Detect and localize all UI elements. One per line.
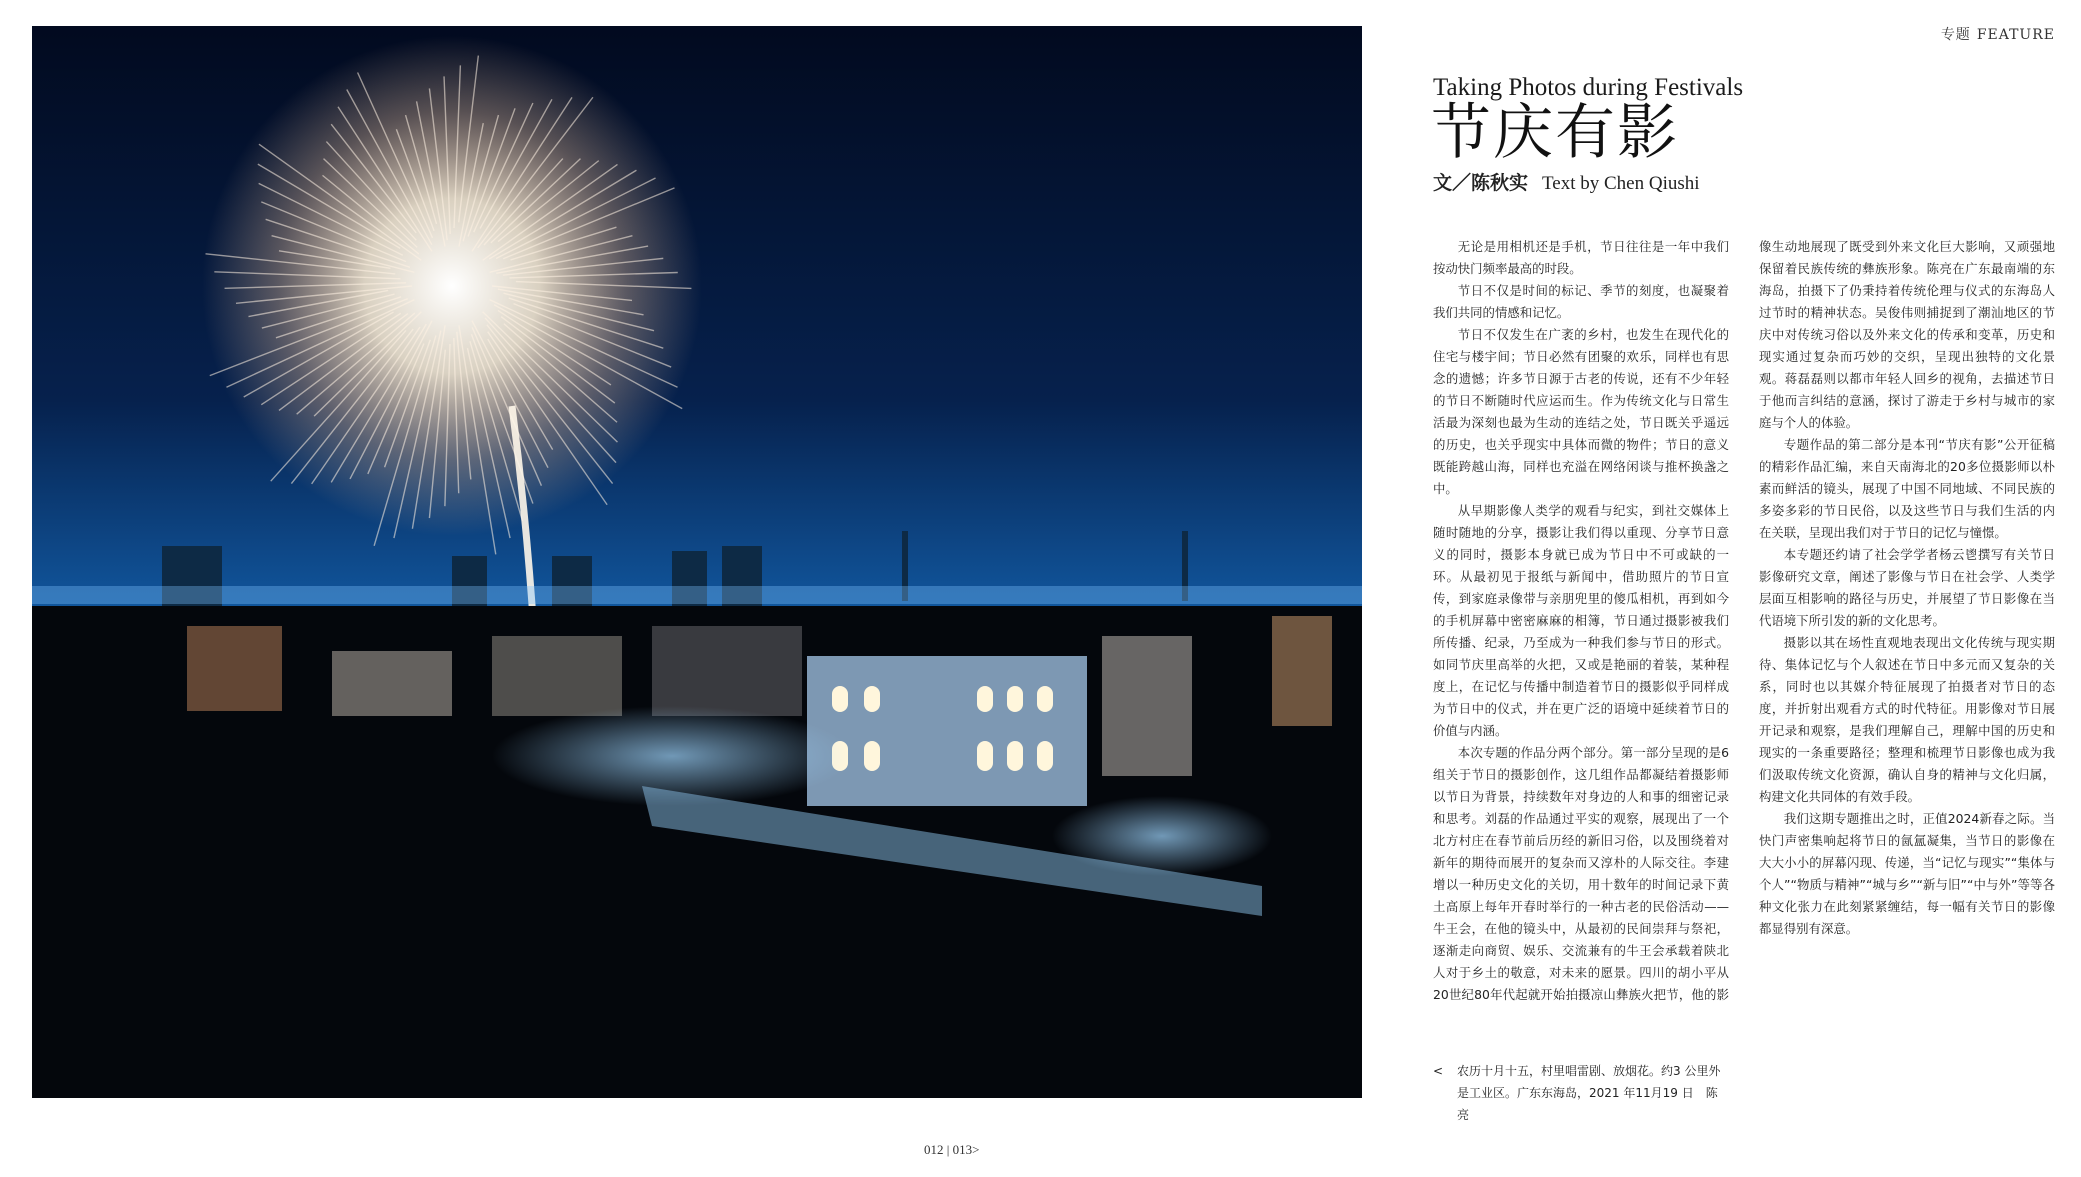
caption-text: 农历十月十五，村里唱雷剧、放烟花。约3 公里外是工业区。广东东海岛，2021 年11月19 日 陈亮 — [1457, 1064, 1721, 1122]
caption-arrow-icon: < — [1433, 1064, 1444, 1078]
author-zh: 文／陈秋实 — [1433, 172, 1529, 194]
page-numbers: 012 | 013> — [924, 1142, 980, 1157]
paragraph: 从早期影像人类学的观看与纪实，到社交媒体上随时随地的分享，摄影让我们得以重现、分享节日意义的同时，摄影本身就已成为节日中不可或缺的一环。从最初见于报纸与新闻中，借助照片的节日宣传，到家庭录像带与亲朋兜里的傻瓜相机，再到如今的手机屏幕中密密麻麻的相簿，节日通过摄影被我们所传播、纪录，乃至成为一种我们参与节日的形式。如同节庆里高举的火把，又或是艳丽的着装，某种程度上，在记忆与传播中制造着节日的摄影似乎同样成为节日中的仪式，并在更广泛的语境中延续着节日的价值与内涵。 — [1433, 503, 1729, 738]
paragraph: 节日不仅是时间的标记、季节的刻度，也凝聚着我们共同的情感和记忆。 — [1433, 283, 1729, 320]
author-en: Text by Chen Qiushi — [1542, 173, 1700, 194]
article-title-zh: 节庆有影 — [1431, 98, 1679, 168]
feature-photo-fireworks — [32, 26, 1362, 1098]
paragraph: 无论是用相机还是手机，节日往往是一年中我们按动快门频率最高的时段。 — [1433, 239, 1729, 276]
photo-caption — [1433, 1060, 1723, 1126]
article-body — [1433, 236, 2055, 1026]
village-buildings — [32, 606, 1362, 1098]
article-title-en: Taking Photos during Festivals — [1433, 74, 1744, 101]
article-byline — [1433, 168, 1700, 195]
section-tag — [1935, 24, 2055, 44]
section-tag-zh: 专题 — [1940, 27, 1971, 43]
paragraph: 专题作品的第二部分是本刊“节庆有影”公开征稿的精彩作品汇编，来自天南海北的20多位摄影师以朴素而鲜活的镜头，展现了中国不同地域、不同民族的多姿多彩的节日民俗，以及这些节日与我们生活的内在关联，呈现出我们对于节日的记忆与憧憬。 — [1759, 437, 2055, 540]
paragraph: 摄影以其在场性直观地表现出文化传统与现实期待、集体记忆与个人叙述在节日中多元而又复杂的关系，同时也以其媒介特征展现了拍摄者对节日的态度，并折射出观看方式的时代特征。用影像对节日展开记录和观察，是我们理解自己，理解中国的历史和现实的一条重要路径；整理和梳理节日影像也成为我们汲取传统文化资源，确认自身的精神与文化归属，构建文化共同体的有效手段。 — [1759, 635, 2055, 804]
paragraph: 本专题还约请了社会学学者杨云鬯撰写有关节日影像研究文章，阐述了影像与节日在社会学、人类学层面互相影响的路径与历史，并展望了节日影像在当代语境下所引发的新的文化思考。 — [1759, 547, 2055, 628]
paragraph: 本次专题的作品分两个部分。第一部分呈现的是6组关于节日的摄影创作，这几组作品都凝结着摄影师以节日为背景，持续数年对身边的人和事的细密记录和思考。刘磊的作品通过平实的观察，展现出了一个北方村庄在春节前后历经的新旧习俗，以及围绕着对新年的期待而展开的复杂而又淳朴的人际交往。李建增以一种历史文化的关切，用十数年的时间记录下黄土高原上每年开春时举行的一种古老的民俗活动——牛王会，在他的镜头中，从最初的民间崇拜与祭祀，逐渐走向商贸、娱乐、交流兼有的牛王会承载着陕北人对于乡土的敬意，对未来的愿景。四川的胡小平从20世纪80年代起就开始拍摄凉山彝族火把节，他的影像生动地展现了既受到外来文化巨大影响，又顽强地保留着民族传统的彝族形象。陈亮在广东最南端的东海岛，拍摄下了仍秉持着传统伦理与仪式的东海岛人过节时的精神状态。吴俊伟则捕捉到了潮汕地区的节庆中对传统习俗以及外来文化的传承和变革，历史和现实通过复杂而巧妙的交织，呈现出独特的文化景观。蒋磊磊则以都市年轻人回乡的视角，去描述节日于他而言纠结的意涵，探讨了游走于乡村与城市的家庭与个人的体验。 — [1433, 239, 2055, 1002]
fireworks-night-scene — [32, 26, 1362, 1098]
paragraph: 我们这期专题推出之时，正值2024新春之际。当快门声密集响起将节日的氤氲凝集，当节日的影像在大大小小的屏幕闪现、传递，当“记忆与现实”“集体与个人”“物质与精神”“城与乡”“新与旧”“中与外”等等各种文化张力在此刻紧紧缠结，每一幅有关节日的影像都显得别有深意。 — [1759, 811, 2055, 936]
section-tag-en: FEATURE — [1976, 27, 2055, 43]
paragraph: 节日不仅发生在广袤的乡村，也发生在现代化的住宅与楼宇间；节日必然有团聚的欢乐，同样也有思念的遗憾；许多节日源于古老的传说，还有不少年轻的节日不断随时代应运而生。作为传统文化与日常生活最为深刻也最为生动的连结之处，节日既关乎遥远的历史，也关乎现实中具体而微的物件；节日的意义既能跨越山海，同样也充溢在网络闲谈与推杯换盏之中。 — [1433, 327, 1729, 496]
